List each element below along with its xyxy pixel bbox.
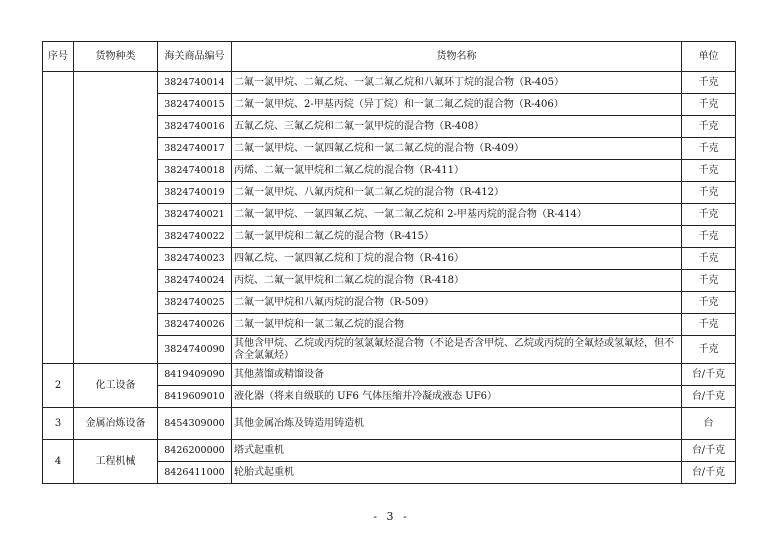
commodity-code: 3824740014 (158, 72, 232, 94)
commodity-code: 8426200000 (158, 440, 232, 462)
goods-name: 其他蒸馏或精馏设备 (232, 364, 682, 386)
unit: 台/千克 (682, 364, 736, 386)
unit: 千克 (682, 314, 736, 336)
goods-name: 其他含甲烷、乙烷或丙烷的氢氯氟烃混合物（不论是否含甲烷、乙烷或丙烷的全氟烃或氢氟烃，但不含全氯氟烃） (232, 336, 682, 364)
commodity-code: 8419409090 (158, 364, 232, 386)
goods-name: 轮胎式起重机 (232, 462, 682, 484)
commodity-code: 3824740018 (158, 160, 232, 182)
commodity-code: 8419609010 (158, 386, 232, 408)
unit: 台/千克 (682, 386, 736, 408)
goods-name: 丙烷、二氟一氯甲烷和二氟乙烷的混合物（R-418） (232, 270, 682, 292)
goods-name: 二氟一氯甲烷、2-甲基丙烷（异丁烷）和一氯二氟乙烷的混合物（R-406） (232, 94, 682, 116)
header-unit: 单位 (682, 42, 736, 72)
goods-name: 二氟一氯甲烷、一氯四氟乙烷和一氯二氟乙烷的混合物（R-409） (232, 138, 682, 160)
goods-name: 二氟一氯甲烷和一氯二氟乙烷的混合物 (232, 314, 682, 336)
group-category: 工程机械 (74, 440, 158, 484)
goods-name: 塔式起重机 (232, 440, 682, 462)
commodity-code: 3824740025 (158, 292, 232, 314)
commodity-code: 3824740016 (158, 116, 232, 138)
commodity-code: 3824740019 (158, 182, 232, 204)
unit: 千克 (682, 248, 736, 270)
goods-name: 二氟一氯甲烷、八氟丙烷和一氯二氟乙烷的混合物（R-412） (232, 182, 682, 204)
unit: 台/千克 (682, 440, 736, 462)
commodity-code: 3824740022 (158, 226, 232, 248)
unit: 千克 (682, 226, 736, 248)
goods-name: 其他金属冶炼及铸造用铸造机 (232, 408, 682, 440)
table-row (43, 408, 736, 440)
page-number: - 3 - (373, 510, 410, 523)
table-row (43, 440, 736, 462)
goods-name: 二氟一氯甲烷和八氟丙烷的混合物（R-509） (232, 292, 682, 314)
header-code: 海关商品编号 (158, 42, 232, 72)
unit: 台/千克 (682, 462, 736, 484)
unit: 千克 (682, 270, 736, 292)
header-name: 货物名称 (232, 42, 682, 72)
group-category: 化工设备 (74, 364, 158, 408)
unit: 千克 (682, 72, 736, 94)
goods-name: 二氟一氯甲烷、二氟乙烷、一氯二氟乙烷和八氟环丁烷的混合物（R-405） (232, 72, 682, 94)
unit: 台 (682, 408, 736, 440)
header-category: 货物种类 (74, 42, 158, 72)
group-number: 3 (43, 408, 74, 440)
commodity-code: 8426411000 (158, 462, 232, 484)
table-row (43, 72, 736, 94)
unit: 千克 (682, 292, 736, 314)
commodity-code: 3824740017 (158, 138, 232, 160)
commodity-code: 3824740015 (158, 94, 232, 116)
commodity-code: 3824740021 (158, 204, 232, 226)
unit: 千克 (682, 160, 736, 182)
unit: 千克 (682, 94, 736, 116)
goods-table (42, 41, 736, 484)
unit: 千克 (682, 336, 736, 364)
goods-name: 液化器（将来自级联的 UF6 气体压缩并冷凝成液态 UF6） (232, 386, 682, 408)
group-category: 金属冶炼设备 (74, 408, 158, 440)
goods-name: 四氟乙烷、一氯四氟乙烷和丁烷的混合物（R-416） (232, 248, 682, 270)
goods-name: 丙烯、二氟一氯甲烷和二氟乙烷的混合物（R-411） (232, 160, 682, 182)
group-number: 2 (43, 364, 74, 408)
commodity-code: 8454309000 (158, 408, 232, 440)
header-no: 序号 (43, 42, 74, 72)
commodity-code: 3824740090 (158, 336, 232, 364)
commodity-code: 3824740024 (158, 270, 232, 292)
goods-name: 二氟一氯甲烷、一氯四氟乙烷、一氯二氟乙烷和 2-甲基丙烷的混合物（R-414） (232, 204, 682, 226)
unit: 千克 (682, 204, 736, 226)
commodity-code: 3824740026 (158, 314, 232, 336)
group-number: 4 (43, 440, 74, 484)
table-row (43, 364, 736, 386)
unit: 千克 (682, 182, 736, 204)
unit: 千克 (682, 116, 736, 138)
goods-name: 二氟一氯甲烷和二氟乙烷的混合物（R-415） (232, 226, 682, 248)
table-header-row (43, 42, 736, 72)
row-no-cell (43, 72, 74, 364)
commodity-code: 3824740023 (158, 248, 232, 270)
goods-name: 五氟乙烷、三氟乙烷和二氟一氯甲烷的混合物（R-408） (232, 116, 682, 138)
unit: 千克 (682, 138, 736, 160)
row-category-cell (74, 72, 158, 364)
